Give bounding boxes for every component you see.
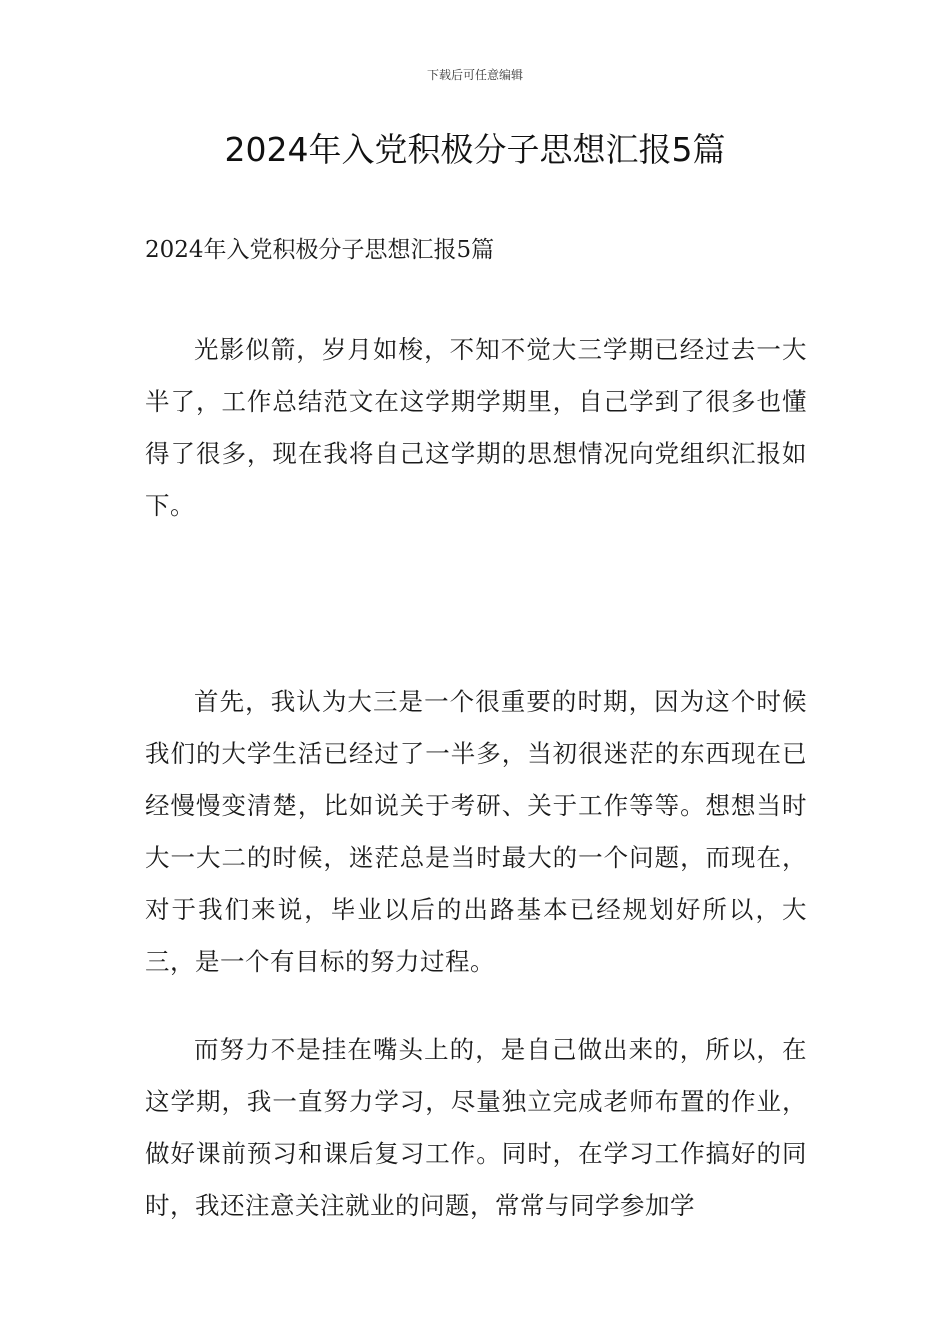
paragraph: 首先，我认为大三是一个很重要的时期，因为这个时候我们的大学生活已经过了一半多，当初很迷茫的东西现在已经慢慢变清楚，比如说关于考研、关于工作等等。想想当时大一大二的时候，迷茫总是当时最大的一个问题，而现在，对于我们来说，毕业以后的出路基本已经规划好所以，大三，是一个有目标的努力过程。	[145, 687, 807, 976]
document-title: 2024年入党积极分子思想汇报5篇	[224, 130, 726, 169]
paragraph: 光影似箭，岁月如梭，不知不觉大三学期已经过去一大半了，工作总结范文在这学期学期里，自己学到了很多也懂得了很多，现在我将自己这学期的思想情况向党组织汇报如下。	[145, 335, 807, 520]
download-edit-note: 下载后可任意编辑	[426, 68, 523, 82]
document-subtitle: 2024年入党积极分子思想汇报5篇	[145, 237, 495, 263]
paragraph: 而努力不是挂在嘴头上的，是自己做出来的，所以，在这学期，我一直努力学习，尽量独立完成老师布置的作业，做好课前预习和课后复习工作。同时，在学习工作搞好的同时，我还注意关注就业的问题，常常与同学参加学	[145, 1035, 807, 1220]
